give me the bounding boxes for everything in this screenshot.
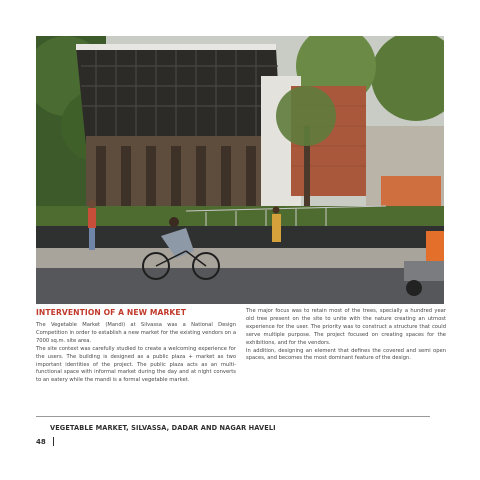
page-number-divider xyxy=(53,437,54,446)
footer-divider xyxy=(36,416,430,417)
footer-title: VEGETABLE MARKET, SILVASSA, DADAR AND NAGAR HAVELI xyxy=(50,424,276,432)
right-paragraph-1: The major focus was to retain most of the trees, specially a hundred year old tree present on the site to unite with the nature creating an utmost experience for the user. The priority was to construct a structure that could serve multiple purpose. The project focused on creating spaces for the exhibitions, and for the vendors. xyxy=(246,308,446,346)
page-number: 48 xyxy=(36,438,46,446)
photo-illustration xyxy=(36,36,444,304)
left-paragraph-1: The Vegetable Market (Mandi) at Silvassa was a National Design Competition in order to establish a new market for the existing vendors on a 7000 sq.m. site area. xyxy=(36,322,236,344)
section-heading: INTERVENTION OF A NEW MARKET xyxy=(36,308,186,317)
left-column xyxy=(36,322,236,385)
left-paragraph-2: The site context was carefully studied to create a welcoming experience for the users. The building is designed as a public plaza + market as two important identities of the project. The public plaza acts as an multi-functional space with informal market during the day and at night converts to an eatery while the mandi is a formal vegetable market. xyxy=(36,345,236,384)
right-paragraph-2: In addition, designing an element that defines the covered and semi open spaces, and becomes the most dominant feature of the design. xyxy=(246,347,446,362)
market-photo xyxy=(36,36,444,304)
right-column xyxy=(246,308,446,363)
